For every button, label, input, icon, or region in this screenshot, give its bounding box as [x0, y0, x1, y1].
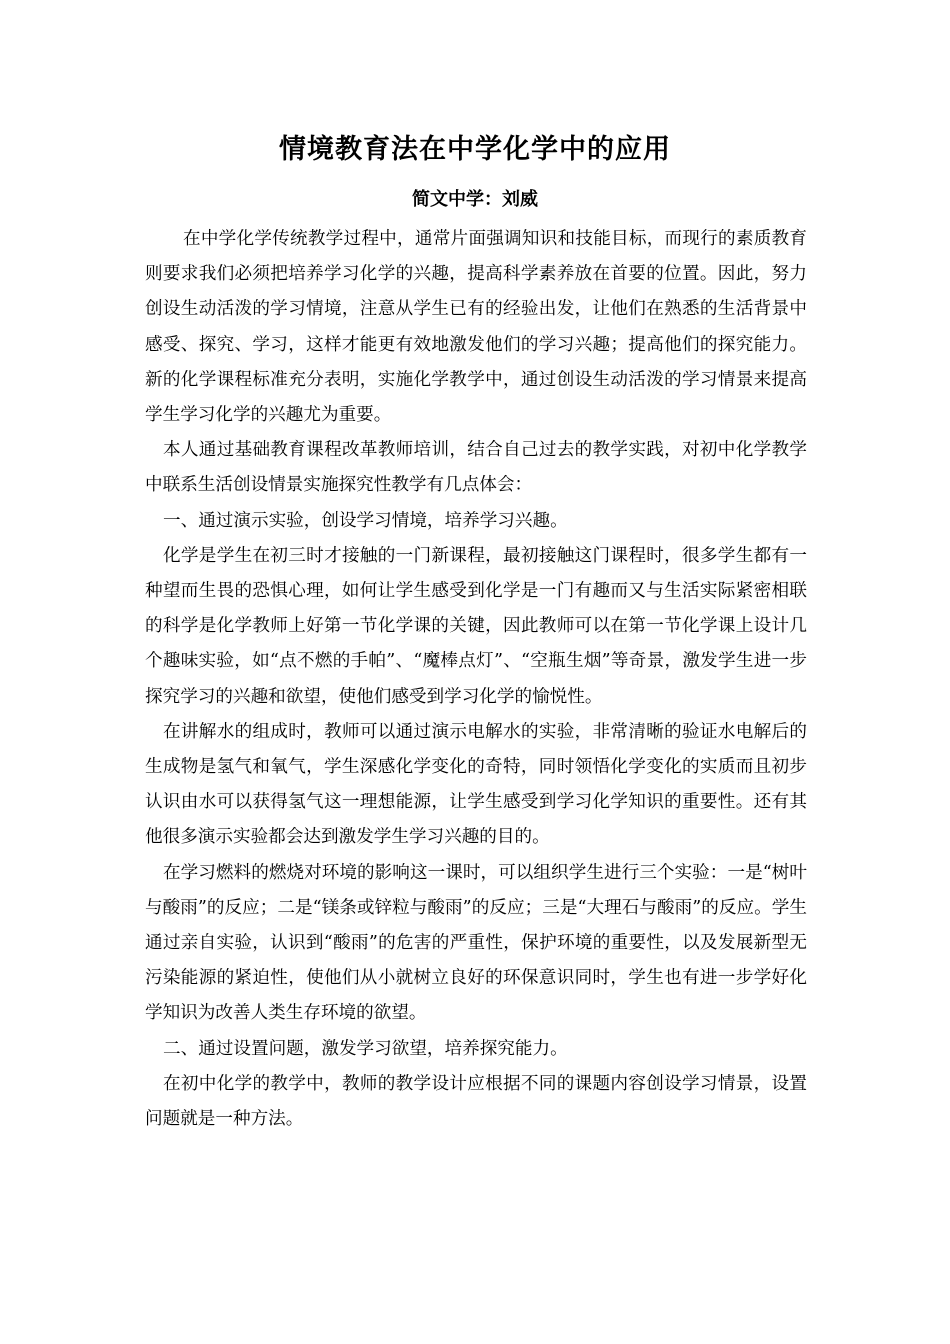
- document-author: 简文中学：刘威: [412, 189, 538, 210]
- paragraph-intro: 在中学化学传统教学过程中，通常片面强调知识和技能目标，而现行的素质教育则要求我们必须把培养学习化学的兴趣，提高科学素养放在首要的位置。因此，努力创设生动活泼的学习情境，注意从学生已有的经验出发，让他们在熟悉的生活背景中感受、探究、学习，这样才能更有效地激发他们的学习兴趣；提高他们的探究能力。新的化学课程标准充分表明，实施化学教学中，通过创设生动活泼的学习情景来提高学生学习化学的兴趣尤为重要。: [145, 229, 807, 426]
- paragraph-first-lesson: 化学是学生在初三时才接触的一门新课程，最初接触这门课程时，很多学生都有一种望而生畏的恐惧心理，如何让学生感受到化学是一门有趣而又与生活实际紧密相联的科学是化学教师上好第一节化学课的关键，因此教师可以在第一节化学课上设计几个趣味实验，如“点不燃的手帕”、“魔棒点灯”、“空瓶生烟”等奇景，激发学生进一步探究学习的兴趣和欲望，使他们感受到学习化学的愉悦性。: [145, 545, 807, 707]
- paragraph-experience: 本人通过基础教育课程改革教师培训，结合自己过去的教学实践，对初中化学教学中联系生活创设情景实施探究性教学有几点体会：: [145, 440, 807, 496]
- section-heading-1: 一、通过演示实验，创设学习情境，培养学习兴趣。: [163, 510, 568, 531]
- section-heading-2: 二、通过设置问题，激发学习欲望，培养探究能力。: [163, 1038, 568, 1059]
- paragraph-water-electrolysis: 在讲解水的组成时，教师可以通过演示电解水的实验，非常清晰的验证水电解后的生成物是氢气和氧气，学生深感化学变化的奇特，同时领悟化学变化的实质而且初步认识由水可以获得氢气这一理想能源，让学生感受到学习化学知识的重要性。还有其他很多演示实验都会达到激发学生学习兴趣的目的。: [145, 721, 807, 848]
- document-title: 情境教育法在中学化学中的应用: [279, 134, 671, 165]
- paragraph-questions: 在初中化学的教学中，教师的教学设计应根据不同的课题内容创设学习情景，设置问题就是一种方法。: [145, 1073, 807, 1130]
- document-body: [145, 222, 807, 1137]
- paragraph-acid-rain: 在学习燃料的燃烧对环境的影响这一课时，可以组织学生进行三个实验：一是“树叶与酸雨”的反应；二是“镁条或锌粒与酸雨”的反应；三是“大理石与酸雨”的反应。学生通过亲自实验，认识到“酸雨”的危害的严重性，保护环境的重要性，以及发展新型无污染能源的紧迫性，使他们从小就树立良好的环保意识同时，学生也有进一步学好化学知识为改善人类生存环境的欲望。: [145, 862, 807, 1024]
